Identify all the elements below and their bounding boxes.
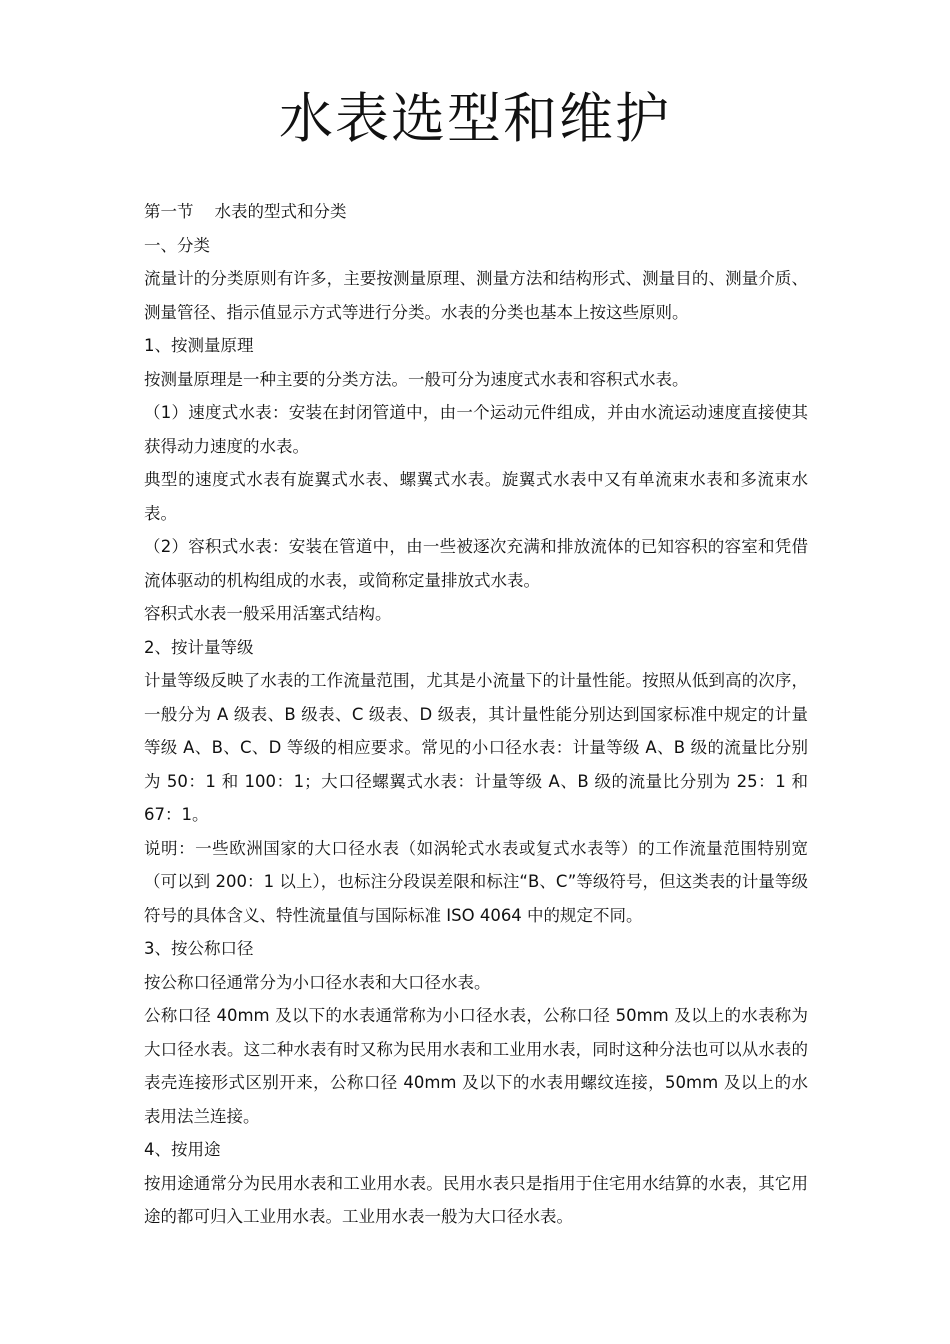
document-body [144,195,808,1234]
subsection-heading: 一、分类 [144,235,210,255]
section-heading: 第一节 水表的型式和分类 [144,202,347,221]
body-paragraph: 按公称口径通常分为小口径水表和大口径水表。 [144,972,491,992]
body-paragraph: （1）速度式水表：安装在封闭管道中，由一个运动元件组成，并由水流运动速度直接使其获得动力速度的水表。 [144,403,808,456]
document-title: 水表选型和维护 [279,87,671,150]
body-paragraph: 公称口径 40mm 及以下的水表通常称为小口径水表，公称口径 50mm 及以上的水表称为大口径水表。这二种水表有时又称为民用水表和工业用水表，同时这种分法也可以从水表的表壳连接形式区别开来，公称口径 40mm 及以下的水表用螺纹连接，50mm 及以上的水表用法兰连接。 [144,1006,808,1126]
item-heading: 2、按计量等级 [144,637,254,657]
item-heading: 3、按公称口径 [144,939,254,958]
item-heading: 4、按用途 [144,1140,221,1159]
body-paragraph: 流量计的分类原则有许多，主要按测量原理、测量方法和结构形式、测量目的、测量介质、测量管径、指示值显示方式等进行分类。水表的分类也基本上按这些原则。 [144,269,808,322]
body-paragraph: （2）容积式水表：安装在管道中，由一些被逐次充满和排放流体的已知容积的容室和凭借流体驱动的机构组成的水表，或简称定量排放式水表。 [144,537,808,590]
body-paragraph: 按用途通常分为民用水表和工业用水表。民用水表只是指用于住宅用水结算的水表，其它用途的都可归入工业用水表。工业用水表一般为大口径水表。 [144,1173,808,1226]
body-paragraph: 典型的速度式水表有旋翼式水表、螺翼式水表。旋翼式水表中又有单流束水表和多流束水表。 [144,470,808,523]
body-paragraph: 说明：一些欧洲国家的大口径水表（如涡轮式水表或复式水表等）的工作流量范围特别宽（可以到 200：1 以上），也标注分段误差限和标注“B、C”等级符号，但这类表的计量等级符号的具体含义、特性流量值与国际标准 ISO 4064 中的规定不同。 [144,838,808,925]
body-paragraph: 容积式水表一般采用活塞式结构。 [144,604,392,623]
body-paragraph: 按测量原理是一种主要的分类方法。一般可分为速度式水表和容积式水表。 [144,369,689,389]
item-heading: 1、按测量原理 [144,336,254,355]
body-paragraph: 计量等级反映了水表的工作流量范围，尤其是小流量下的计量性能。按照从低到高的次序，一般分为 A 级表、B 级表、C 级表、D 级表，其计量性能分别达到国家标准中规定的计量等级 A、B、C、D 等级的相应要求。常见的小口径水表：计量等级 A、B 级的流量比分别为 50：1 和 100：1；大口径螺翼式水表：计量等级 A、B 级的流量比分别为 25：1 和 67：1。 [144,671,808,824]
